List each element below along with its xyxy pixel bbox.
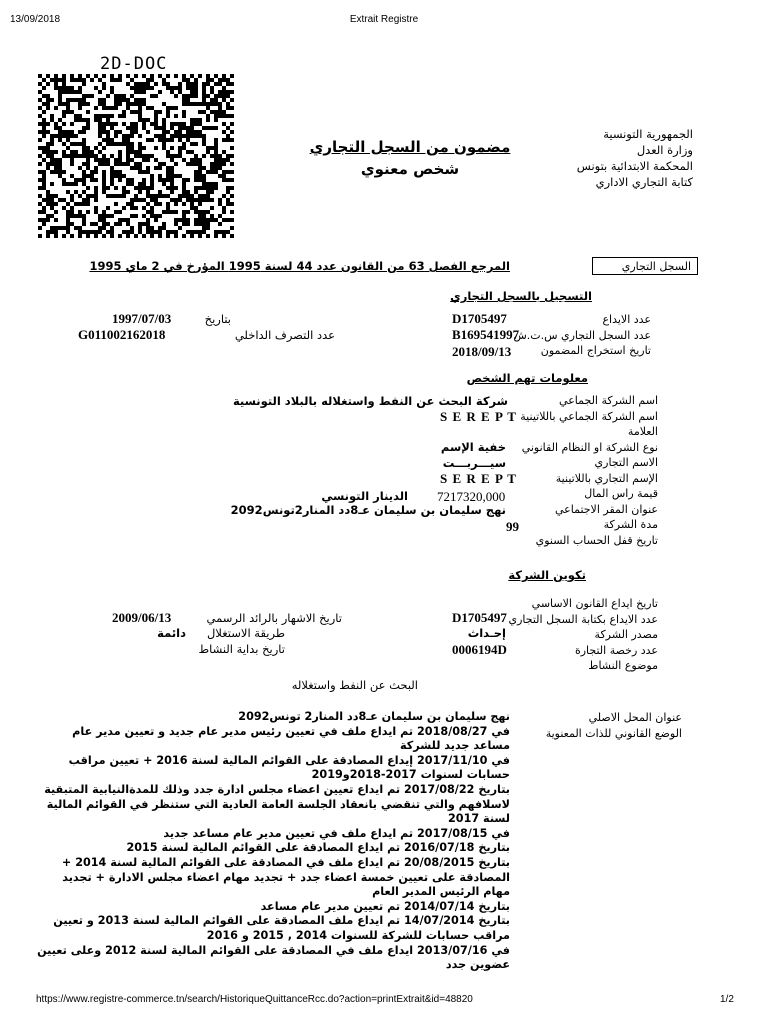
capital-value: 7217320,000 [437,489,506,504]
trade-name-value: سيـــربـــت [442,456,506,470]
legal-form-value: خفية الإسم [440,440,506,454]
start-date-label: تاريخ بداية النشاط [198,642,285,656]
address-value: نهج سليمان بن سليمان عـ8دد المنار2تونس2092 [230,503,506,517]
person-label: نوع الشركة او النظام القانوني [521,440,658,454]
deposit-number-label: عدد الايداع [602,313,651,326]
duration-value: 99 [506,519,519,534]
trade-name-latin-value: S E R E P T [440,471,517,486]
person-label: الإسم التجاري باللاتينية [555,471,658,485]
history-entry: بتاريخ 2014/07/14 تم تعيين مدير عام مساعد [260,899,510,913]
rc-number-label: عدد السجل التجاري س.ت.ش [513,328,651,342]
history-entry: بتاريخ 14/07/2014 تم ايداع ملف المصادقة على القوائم المالية لسنة 2013 و تعيين مراقب حسابات للشركة للسنوات 2014 , 2015 و 2016 [53,914,510,942]
document-title [300,136,520,180]
registration-date-label: بتاريخ [204,312,231,326]
authority-country: الجمهورية التونسية [603,127,693,141]
person-label: تاريخ قفل الحساب السنوي [535,533,658,547]
internal-number-value: G011002162018 [78,327,166,342]
print-page-number: 1/2 [720,994,734,1005]
publication-date-value: 2009/06/13 [112,610,172,625]
person-labels [520,393,658,548]
print-date: 13/09/2018 [10,14,61,25]
license-value: 0006194D [452,642,507,657]
formation-labels [508,596,658,674]
exploitation-label: طريقة الاستغلال [207,626,285,640]
formation-label: عدد الايداع بكتابة السجل التجاري [508,612,658,626]
authority-block [577,126,693,190]
authority-ministry: وزارة العدل [636,143,693,157]
history-entry: بتاريخ 20/08/2015 تم ايداع ملف في المصادقة على القوائم المالية لسنة 2014 + المصادقة على تعيين خمسة اعضاء جدد + تجديد مهام اعضاء مجلس الادارة + تجديد مهام الرئيس المدير العام [61,855,510,899]
deposit-number-value: D1705497 [452,311,507,326]
registration-heading: التسجيل بالسجل التجاري [450,289,592,303]
title-main: مضمون من السجل التجاري [309,138,511,156]
person-label: اسم الشركة الجماعي [559,394,658,407]
publication-date-label: تاريخ الاشهار بالرائد الرسمي [206,611,342,625]
person-label: الاسم التجاري [594,456,658,469]
legal-status-label: الوضع القانوني للذات المعنوية [545,726,682,740]
origin-value: إحـداث [467,626,506,640]
history-list [34,710,510,973]
person-label: مدة الشركة [603,518,658,531]
person-heading: معلومات تهم الشخص [466,371,588,385]
currency-value: الدينار التونسي [321,489,408,503]
history-entry: في 2018/08/27 تم ايداع ملف في تعيين رئيس مدير عام جديد و تعيين مدير عام مساعد جديد للشركة [72,724,510,753]
person-label: عنوان المقر الاجتماعي [555,502,658,516]
registration-labels [513,312,651,359]
origin-address-value: نهج سليمان بن سليمان عـ8دد المنار2 تونس2092 [238,710,510,723]
authority-registry: كتابة التجاري الاداري [595,175,693,189]
person-label: العلامة [627,425,658,438]
formation-label: تاريخ ايداع القانون الاساسي [531,597,658,610]
barcode-label: 2D-DOC [100,54,168,74]
history-entry: بتاريخ 2016/07/18 تم ايداع المصادقة على القوائم المالية لسنة 2015 [126,841,510,855]
extract-date-value: 2018/09/13 [452,344,512,359]
extract-date-label: تاريخ استخراج المضمون [540,344,651,357]
exploitation-value: دائمة [157,626,186,640]
person-label: اسم الشركة الجماعي باللاتينية [520,409,658,423]
history-entry: في 2017/11/10 إيداع المصادقة على القوائم المالية لسنة 2016 + تعيين مراقب حسابات لسنوات 2017-2018و2019 [68,753,510,782]
activity-value: البحث عن النفط واستغلاله [291,678,418,692]
history-labels [546,710,682,741]
formation-label: موضوع النشاط [588,659,658,672]
formation-label: مصدر الشركة [594,628,658,641]
rc-number-value: B169541997 [452,327,520,342]
authority-court: المحكمة الابتدائية بتونس [576,159,693,173]
formation-heading: تكوين الشركة [508,568,586,582]
print-url: https://www.registre-commerce.tn/search/HistoriqueQuittanceRcc.do?action=printExtrait&id=48820 [36,994,473,1005]
internal-number-label: عدد التصرف الداخلي [234,328,335,342]
formation-label: عدد رخصة التجارة [574,643,658,657]
history-entry: بتاريخ 2017/08/22 تم ايداع تعيين اعضاء مجلس ادارة جدد وذلك للمدةالنيابية المتبقية لاسلافهم والتي تنقضي بانعقاد الجلسة العامة العادية التي ستنظر في القوائم المالية لسنة 2017 [44,782,510,826]
2d-barcode-image [38,74,234,238]
legal-reference: المرجع الفصل 63 من القانون عدد 44 لسنة 1995 المؤرخ في 2 ماي 1995 [89,259,510,273]
history-entry: في 2013/07/16 ايداع ملف في المصادقة على القوائم المالية لسنة 2012 وعلى تعيين عضوين جدد [37,943,510,972]
register-box: السجل التجاري [592,257,698,275]
print-title: Extrait Registre [349,14,419,25]
origin-address-label: عنوان المحل الاصلي [588,711,682,724]
history-entry: في 2017/08/15 تم ايداع ملف في تعيين مدير عام مساعد جديد [163,826,510,840]
title-sub: شخص معنوي [360,160,460,178]
company-latin-name-value: S E R E P T [440,409,517,424]
registration-date-value: 1997/07/03 [112,311,172,326]
company-name-value: شركة البحث عن النفط واستغلاله بالبلاد التونسية [232,394,508,408]
formation-deposit-value: D1705497 [452,610,507,625]
person-label: قيمة راس المال [584,487,658,500]
